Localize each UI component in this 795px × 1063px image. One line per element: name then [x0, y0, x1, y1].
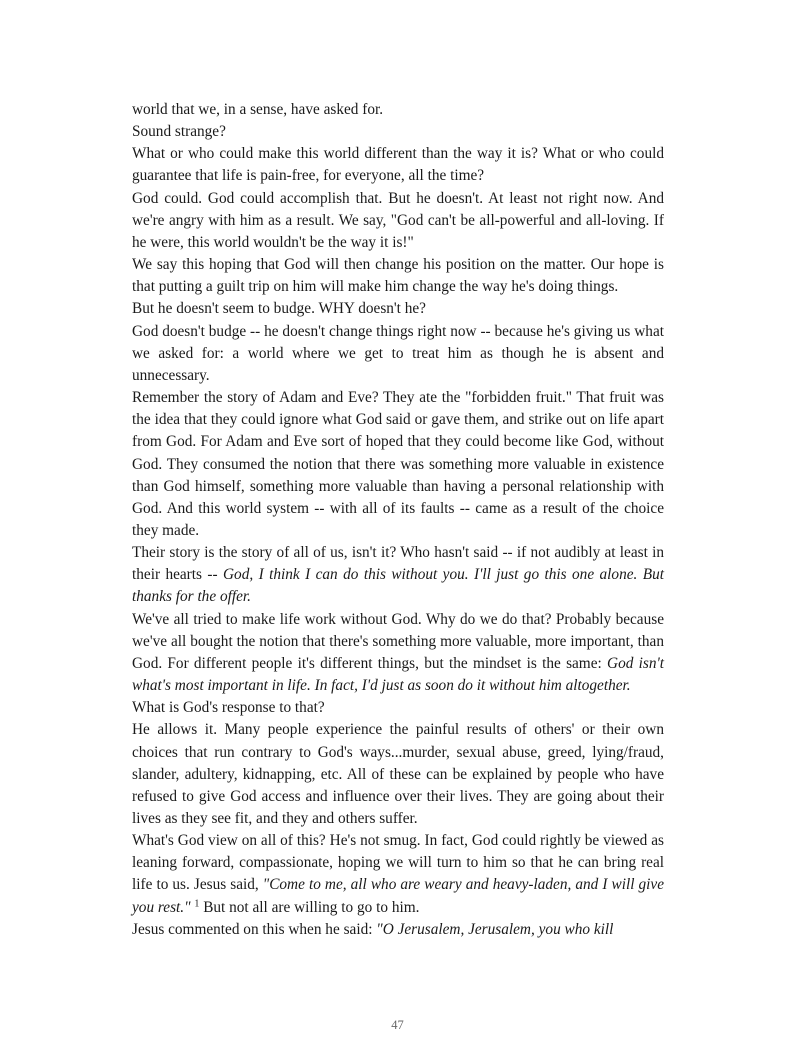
page-number: 47: [391, 1018, 404, 1032]
italic-quote: "O Jerusalem, Jerusalem, you who kill: [376, 920, 614, 938]
paragraph: Remember the story of Adam and Eve? They ate the "forbidden fruit." That fruit was the idea that they could ignore what God said or gave them, and strike out on life apart from God. For Adam and Eve sort of hoped that they could become like God, without God. They consumed the notion that there was something more valuable in existence than God himself, something more valuable than having a personal relationship with God. And this world system -- with all of its faults -- came as a result of the choice they made.: [132, 389, 664, 539]
paragraph: God doesn't budge -- he doesn't change things right now -- because he's giving us what we asked for: a world where we get to treat him as though he is absent and unnecessary.: [132, 322, 664, 384]
paragraph: We've all tried to make life work without God. Why do we do that? Probably because we've all bought the notion that there's something more valuable, more important, than God. For different people it's different things, but the mindset is the same: God isn't what's most important in life. In fact, I'd just as soon do it without him altogether.: [132, 610, 664, 695]
paragraph: What is God's response to that?: [132, 699, 325, 717]
paragraph: Their story is the story of all of us, isn't it? Who hasn't said -- if not audibly at least in their hearts -- God, I think I can do this without you. I'll just go this one alone. But thanks for the offer.: [132, 544, 664, 606]
paragraph: Jesus commented on this when he said: "O Jerusalem, Jerusalem, you who kill: [132, 920, 614, 938]
paragraph: God could. God could accomplish that. But he doesn't. At least not right now. And we're angry with him as a result. We say, "God can't be all-powerful and all-loving. If he were, this world wouldn't be the way it is!": [132, 189, 664, 251]
paragraph: What or who could make this world different than the way it is? What or who could guarantee that life is pain-free, for everyone, all the time?: [132, 145, 664, 185]
italic-quote: God isn't what's most important in life. In fact, I'd just as soon do it without him altogether.: [132, 654, 664, 695]
page-body: [132, 99, 664, 941]
paragraph: What's God view on all of this? He's not smug. In fact, God could rightly be viewed as leaning forward, compassionate, hoping we will turn to him so that he can bring real life to us. Jesus said, "Come to me, all who are weary and heavy-laden, and I will give you rest." $^1$ But not all are willing to go to him.: [132, 832, 665, 916]
footnote-marker[interactable]: 1: [194, 898, 200, 910]
paragraph: Sound strange?: [132, 123, 226, 141]
paragraph: He allows it. Many people experience the painful results of others' or their own choices that run contrary to God's ways...murder, sexual abuse, greed, lying/fraud, slander, adultery, kidnapping, etc. All of these can be explained by people who have refused to give God access and influence over their lives. They are going about their lives as they see fit, and they and others suffer.: [132, 721, 664, 827]
paragraph: We say this hoping that God will then change his position on the matter. Our hope is that putting a guilt trip on him will make him change the way he's doing things.: [132, 256, 664, 296]
italic-quote: God, I think I can do this without you. I'll just go this one alone. But thanks for the offer.: [132, 566, 664, 606]
paragraph: But he doesn't seem to budge. WHY doesn't he?: [132, 300, 426, 318]
paragraph: world that we, in a sense, have asked for.: [132, 101, 384, 118]
italic-quote: "Come to me, all who are weary and heavy-laden, and I will give you rest.": [132, 876, 665, 916]
